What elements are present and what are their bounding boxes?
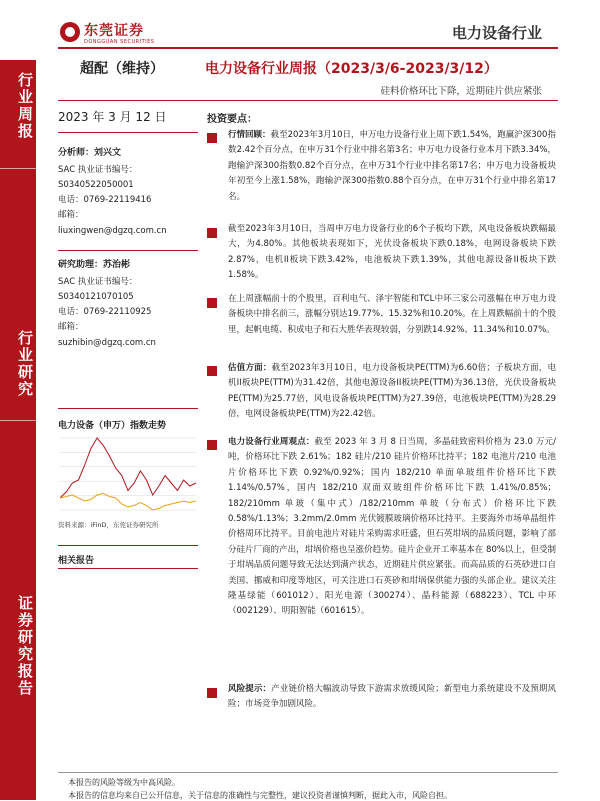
assistant-email[interactable]: suzhibin@dgzq.com.cn xyxy=(58,338,156,348)
analyst-email[interactable]: liuxingwen@dgzq.com.cn xyxy=(58,226,167,236)
side-band-label: 证券研究报告 xyxy=(16,595,34,697)
paragraph-text: 截至 2023 年 3 月 8 日当周，多晶硅致密料价格为 23.0 万元/吨，价格环比下跌 2.61%；182 硅片/210 硅片价格环比持平；182 电池片/210 电池片价格环比下跌 0.92%/0.92%；国内 182/210 单面单玻组件价格环比下跌 1.14%/0.57%，国内 182/210 双面双玻组件价格环比下跌 1.41%/0.85%；182/210mm 单玻（集中式）/182/210mm 单玻（分布式）价格环比下跌 0.58%/1.13%；3.2mm/2.0mm 光伏镀膜玻璃价格环比持平。主要海外市场单晶组件价格周环比持平。目前电池片对硅片采购需求旺盛，但石英坩埚的品质问题，影响了部分硅片厂商的产出，坩埚价格也呈涨价趋势。硅片企业开工率基本在 80%以上，但受制于坩埚品质问题导致无法达到满产状态，近期硅片供应紧张。而高品质的石英砂进口自美国、挪威和印度等地区，可关注进口石英砂和坩埚保供能力强的头部企业。建议关注隆基绿能（601012）、阳光电源（300274）、晶科能源（688223）、TCL 中环（002129）、明阳智能（601615）。 xyxy=(228,437,556,617)
company-logo xyxy=(60,20,160,46)
section-divider xyxy=(58,132,198,133)
weekly-view-paragraph xyxy=(228,435,556,620)
paragraph-text: 截至2023年3月10日，电力设备板块PE(TTM)为6.60倍；子板块方面，电机II板块PE(TTM)为31.42倍，其他电源设备II板块PE(TTM)为36.13倍，光伏设备板块PE(TTM)为25.77倍，风电设备板块PE(TTM)为27.39倍，电池板块PE(TTM)为28.29倍，电网设备板块PE(TTM)为22.42倍。 xyxy=(228,363,556,420)
analyst-phone: 电话：0769-22119416 xyxy=(58,195,152,205)
assistant-email-label: 邮箱： xyxy=(58,322,84,332)
paragraph-lead: 行情回顾： xyxy=(228,130,271,140)
title-divider xyxy=(58,100,558,101)
rating: 超配（维持） xyxy=(80,61,164,77)
top-stocks-paragraph xyxy=(228,292,556,338)
side-band-divider xyxy=(0,420,36,421)
bullet-icon xyxy=(207,298,217,308)
logo-name-en: DONGGUAN SECURITIES xyxy=(84,39,155,45)
sub-sector-paragraph xyxy=(228,222,556,284)
paragraph-text: 截至2023年3月10日，当周申万电力设备行业的6个子板均下跌，风电设备板块跌幅最大，为4.80%。其他板块表现如下，光伏设备板块下跌0.18%，电网设备板块下跌2.87%，电机II板块下跌3.42%，电池板块下跌1.39%，其他电源设备II板块下跌1.58%。 xyxy=(228,224,556,281)
index-trend-chart xyxy=(58,434,198,514)
paragraph-lead: 风险提示： xyxy=(228,684,272,694)
assistant-name: 研究助理：苏治彬 xyxy=(58,260,131,270)
footer-disclaimer: 本报告的信息均来自已公开信息，关于信息的准确性与完整性，建议投资者谨慎判断，据此入市，风险自担。 xyxy=(68,791,452,800)
report-title: 电力设备行业周报（2023/3/6-2023/3/12） xyxy=(205,61,498,77)
side-band-report-type: 行业周报 xyxy=(16,72,34,140)
side-band-category: 行业研究 xyxy=(16,330,34,398)
report-date: 2023 年 3 月 12 日 xyxy=(58,110,167,124)
analyst-cert-number: S0340522050001 xyxy=(58,180,134,190)
analyst-name: 分析师：刘兴文 xyxy=(58,148,122,158)
bullet-icon xyxy=(207,366,217,376)
section-divider xyxy=(58,545,198,546)
paragraph-lead: 估值方面： xyxy=(228,363,272,373)
analyst-cert-label: SAC 执业证书编号： xyxy=(58,165,138,175)
chart-source: 资料来源：iFinD，东莞证券研究所 xyxy=(58,521,159,529)
bullet-icon xyxy=(207,440,217,450)
section-divider xyxy=(58,250,198,251)
assistant-phone: 电话：0769-22110925 xyxy=(58,307,152,317)
assistant-cert-label: SAC 执业证书编号： xyxy=(58,277,138,287)
side-band-divider xyxy=(0,168,36,169)
logo-mark-icon xyxy=(60,22,80,42)
chart-series-line-2 xyxy=(60,494,196,511)
key-points-heading: 投资要点： xyxy=(207,114,257,125)
chart-series-line-1 xyxy=(60,438,196,498)
side-band xyxy=(0,60,36,800)
analyst-email-label: 邮箱： xyxy=(58,210,84,220)
section-divider xyxy=(58,568,198,569)
industry-header: 电力设备行业 xyxy=(451,24,542,42)
related-reports-title: 相关报告 xyxy=(58,556,95,566)
logo-name: 东莞证券 xyxy=(84,23,144,39)
paragraph-text: 在上周涨幅前十的个股里，百利电气、泽宇智能和TCL中环三家公司涨幅在申万电力设备板块中排名前三，涨幅分别达19.77%、15.32%和10.20%。在上周跌幅前十的个股里，起帆电缆、积成电子和石大胜华表现较弱，分别跌14.92%、11.34%和10.07%。 xyxy=(228,294,556,335)
bullet-icon xyxy=(207,133,217,143)
paragraph-lead: 电力设备行业周观点： xyxy=(228,437,315,447)
bullet-icon xyxy=(207,228,217,238)
footer-risk-level: 本报告的风险等级为中高风险。 xyxy=(68,778,180,787)
chart-lines xyxy=(60,438,196,510)
assistant-cert-number: S0340121070105 xyxy=(58,292,134,302)
risk-paragraph xyxy=(228,682,556,713)
bullet-icon xyxy=(207,688,217,698)
chart-title: 电力设备（申万）指数走势 xyxy=(58,421,167,431)
paragraph-text: 产业链价格大幅波动导致下游需求放缓风险；新型电力系统建设不及预期风险；市场竞争加剧风险。 xyxy=(228,684,556,710)
valuation-paragraph xyxy=(228,361,556,423)
market-review-paragraph xyxy=(228,128,556,205)
footer-divider xyxy=(58,772,558,773)
header-divider xyxy=(58,47,558,49)
paragraph-text: 截至2023年3月10日，申万电力设备行业上周下跌1.54%，跑赢沪深300指数2.42个百分点，在申万31个行业中排名第3名；申万电力设备行业本月下跌3.34%，跑输沪深300指数0.82个百分点，在申万31个行业中排名第17名；申万电力设备板块年初至今上涨1.58%，跑输沪深300指数0.88个百分点，在申万31个行业中排名第17名。 xyxy=(228,130,556,202)
section-divider xyxy=(58,408,198,409)
report-subtitle: 硅料价格环比下降，近期硅片供应紧张 xyxy=(380,86,542,97)
